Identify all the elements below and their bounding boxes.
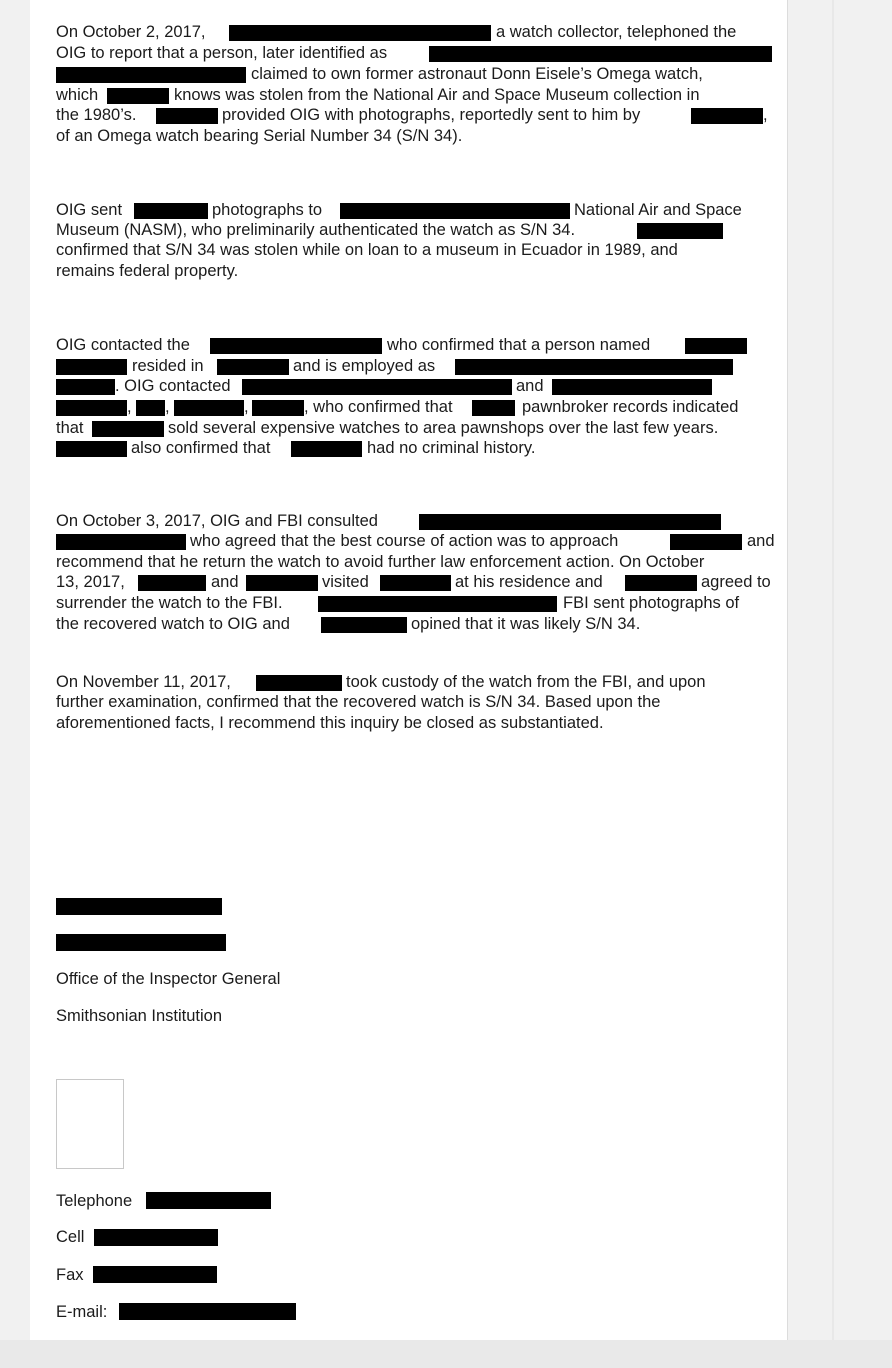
redaction-block [56, 441, 127, 457]
office-name: Office of the Inspector General [56, 970, 281, 988]
text-line: resided in [132, 357, 204, 375]
text-line: that [56, 419, 84, 437]
text-line: remains federal property. [56, 262, 239, 280]
redaction-block [455, 359, 733, 375]
redaction-block [340, 203, 570, 219]
text-line: 13, 2017, [56, 573, 125, 591]
redaction-block [691, 108, 763, 124]
redaction-block [56, 67, 246, 83]
text-line: the recovered watch to OIG and [56, 615, 290, 633]
redaction-block [210, 338, 382, 354]
redaction-block [217, 359, 289, 375]
text-line: and is employed as [293, 357, 436, 375]
redacted-email [119, 1303, 296, 1320]
text-line: claimed to own former astronaut Donn Eisele’s Omega watch, [251, 65, 703, 83]
text-line: recommend that he return the watch to avoid further law enforcement action. On October [56, 553, 705, 571]
redacted-cell [94, 1229, 218, 1246]
text-line: had no criminal history. [367, 439, 536, 457]
institution-name: Smithsonian Institution [56, 1007, 223, 1025]
redaction-block [107, 88, 169, 104]
redaction-block [246, 575, 318, 591]
text-line: a watch collector, telephoned the [496, 23, 737, 41]
email-label: E-mail: [56, 1303, 108, 1321]
redacted-title [56, 934, 226, 951]
text-line: Museum (NASM), who preliminarily authenticated the watch as S/N 34. [56, 221, 576, 239]
text-line: , [127, 398, 132, 416]
text-line: National Air and Space [574, 201, 742, 219]
redaction-block [685, 338, 747, 354]
redaction-block [670, 534, 742, 550]
redaction-block [252, 400, 304, 416]
redaction-block [552, 379, 712, 395]
text-line: visited [322, 573, 369, 591]
redaction-block [174, 400, 244, 416]
redaction-block [56, 359, 127, 375]
redaction-block [136, 400, 165, 416]
text-line: and [516, 377, 544, 395]
redaction-block [229, 25, 491, 41]
text-line: and [747, 532, 775, 550]
redaction-block [429, 46, 772, 62]
text-line: provided OIG with photographs, reportedly sent to him by [222, 106, 641, 124]
text-line: , [763, 106, 768, 124]
text-line: . OIG contacted [115, 377, 231, 395]
text-line: knows was stolen from the National Air and Space Museum collection in [174, 86, 700, 104]
redaction-block [242, 379, 512, 395]
text-line: surrender the watch to the FBI. [56, 594, 283, 612]
text-line: who confirmed that a person named [387, 336, 651, 354]
text-line: , [165, 398, 170, 416]
viewer-side-pane [832, 0, 834, 1340]
text-line: who agreed that the best course of action was to approach [190, 532, 619, 550]
redaction-block [625, 575, 697, 591]
redaction-block [134, 203, 208, 219]
redacted-name [56, 898, 222, 915]
text-line: of an Omega watch bearing Serial Number 34 (S/N 34). [56, 127, 463, 145]
text-line: On November 11, 2017, [56, 673, 231, 691]
redaction-block [156, 108, 218, 124]
text-line: aforementioned facts, I recommend this inquiry be closed as substantiated. [56, 714, 604, 732]
text-line: sold several expensive watches to area pawnshops over the last few years. [168, 419, 719, 437]
logo-placeholder [56, 1079, 124, 1169]
redaction-block [318, 596, 557, 612]
text-line: On October 3, 2017, OIG and FBI consulted [56, 512, 378, 530]
viewer-bottom-bar [0, 1340, 892, 1368]
redacted-telephone [146, 1192, 271, 1209]
text-line: , [244, 398, 249, 416]
redaction-block [291, 441, 362, 457]
text-line: also confirmed that [131, 439, 271, 457]
text-line: FBI sent photographs of [563, 594, 740, 612]
text-line: OIG contacted the [56, 336, 190, 354]
redaction-block [419, 514, 721, 530]
text-line: which [56, 86, 99, 104]
redacted-fax [93, 1266, 217, 1283]
redaction-block [637, 223, 723, 239]
text-line: confirmed that S/N 34 was stolen while on loan to a museum in Ecuador in 1989, and [56, 241, 678, 259]
text-line: , who confirmed that [304, 398, 453, 416]
text-line: On October 2, 2017, [56, 23, 206, 41]
fax-label: Fax [56, 1266, 84, 1284]
redaction-block [321, 617, 407, 633]
redaction-block [56, 379, 115, 395]
redaction-block [56, 534, 186, 550]
text-line: at his residence and [455, 573, 603, 591]
text-line: OIG to report that a person, later identified as [56, 44, 388, 62]
cell-label: Cell [56, 1228, 85, 1246]
redaction-block [380, 575, 451, 591]
redaction-block [472, 400, 515, 416]
redaction-block [256, 675, 342, 691]
text-line: took custody of the watch from the FBI, and upon [346, 673, 706, 691]
text-line: the 1980’s. [56, 106, 137, 124]
text-line: photographs to [212, 201, 323, 219]
text-line: OIG sent [56, 201, 123, 219]
text-line: and [211, 573, 239, 591]
redaction-block [138, 575, 206, 591]
redaction-block [92, 421, 164, 437]
telephone-label: Telephone [56, 1192, 133, 1210]
redaction-block [56, 400, 127, 416]
text-line: pawnbroker records indicated [522, 398, 739, 416]
text-line: agreed to [701, 573, 771, 591]
text-line: opined that it was likely S/N 34. [411, 615, 641, 633]
text-line: further examination, confirmed that the recovered watch is S/N 34. Based upon the [56, 693, 661, 711]
